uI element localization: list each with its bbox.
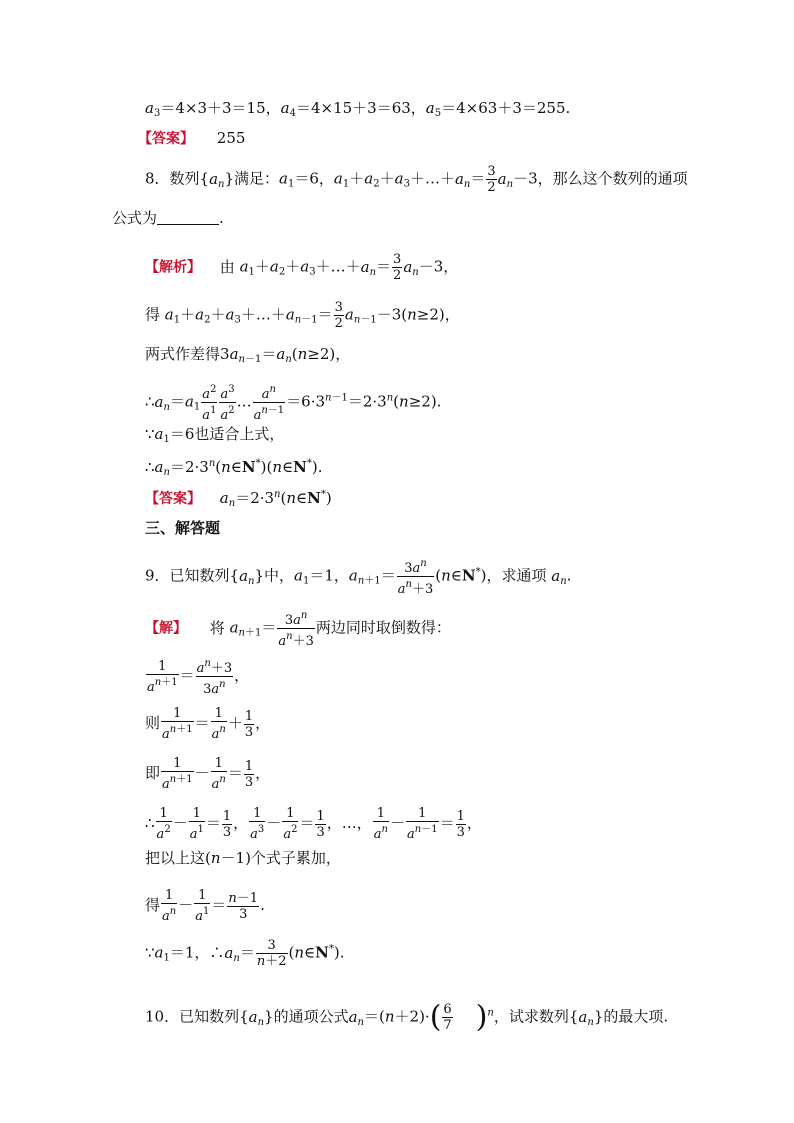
q10-stem-line: 10．已知数列$\{a_n\}$的通项公式$a_n=(n+2)\cdot$( $\frac{6}{7}$ )$^n$，试求数列$\{a_n\}$的最大项. [145,999,669,1035]
q9-namely: 即 [145,764,161,782]
fraction-1-3: $\frac{1}{3}$ [244,708,254,740]
fraction-1-3: $\frac{1}{3}$ [456,808,465,840]
q9-solution-line: 【解】 将 $a_{n+1}=$ $\frac{3a^n}{a^n+3}$ 两边同时取倒数得： [145,610,451,649]
q8-answer-blank [157,210,219,225]
fraction-n-1-3: $\frac{n-1}{3}$ [228,890,259,922]
fraction-1-an-1: $\frac{1}{a^{n-1}}$ [407,806,438,842]
q10-stem-a: 已知数列{ [179,1007,249,1026]
q8-step4-text: 也适合上式， [194,425,285,443]
q9-solution-tail: 两边同时取倒数得： [315,618,451,637]
answer-tag: 【答案】 [138,131,194,147]
q8-step4-line: $\because a_1=6$也适合上式， [145,425,285,445]
fraction-a2-a1: $\frac{a^2}{a^1}$ [202,384,217,423]
q9-get: 得 [145,896,161,914]
fraction-1-an: $\frac{1}{a^n}$ [211,706,226,742]
q8-stem-b: }满足： [224,169,280,188]
q8-stem-c: ，那么这个数列的通项 [537,169,688,188]
q10-number: 10． [145,1007,180,1026]
analysis-tag: 【解析】 [145,259,201,276]
q10-stem-c: ，试求数列{ [493,1007,579,1026]
q9-then: 则 [145,714,161,732]
q9-sum-line: 把以上这(n－1)个式子累加， [145,849,341,867]
q8-analysis-line: 【解析】 由 $a_1+a_2+a_3+\dots+a_n=$ $\frac{3}{2}$ $a_n-3$， [145,252,459,283]
q8-step3-line: $\therefore a_n=a_1$ $\frac{a^2}{a^1}$ $\frac{a^3}{a^2}$ … $\frac{a^n}{a^{n-1}}$ $=6\cdot 3^{n-1}=2\cdot 3^n(n\ge 2)$. [145,384,442,423]
fraction-1-an: $\frac{1}{a^n}$ [162,888,177,924]
section-title: 三、解答题 [145,519,221,537]
fraction-1-a1: $\frac{1}{a^1}$ [189,806,204,842]
q9-eq4-line: ∴ $\frac{1}{a^2}$ － $\frac{1}{a^1}$ ＝ $\frac{1}{3}$ ， $\frac{1}{a^3}$ － $\frac{1}{a^2}$ ＝ $\frac{1}{3}$ ，…， $\frac{1}{a^n}$ － $\frac{1}{a^{n-1}}$ ＝ $\frac{1}{3}$ ， [145,806,482,842]
prev-answer-line [138,128,245,149]
q9-eq3-line: 即 $\frac{1}{a^{n+1}}$ － $\frac{1}{a^n}$ ＝ $\frac{1}{3}$ ， [145,756,271,792]
q8-step1-lead: 得 [145,305,161,324]
fraction-a3-a2: $\frac{a^3}{a^2}$ [220,384,235,423]
fraction-1-an: $\frac{1}{a^n}$ [211,756,226,792]
q8-stem-e: . [219,209,224,227]
q8-stem-line: 8．数列$\{a_n\}$满足：$a_1=6$，$a_1+a_2+a_3+\dots+a_n=$ $\frac{3}{2}$ $a_n-3$，那么这个数列的通项 [145,164,688,195]
q9-stem-a: 已知数列{ [169,566,240,585]
q9-eq5-line: 得 $\frac{1}{a^n}$ － $\frac{1}{a^1}$ ＝ $\frac{n-1}{3}$ . [145,888,265,924]
q8-stem-a: 数列{ [169,169,210,188]
q8-stem-line-2 [112,208,224,228]
fraction-1-a2: $\frac{1}{a^2}$ [156,806,171,842]
q9-solution-lead: 将 [209,618,225,637]
fraction-3an-an3: $\frac{3a^n}{a^n+3}$ [278,610,314,649]
fraction-3an-an3: $\frac{3a^n}{a^n+3}$ [397,558,434,597]
fraction-3-n2: $\frac{3}{n+2}$ [256,938,287,969]
q9-sum-text-b: －1)个式子累加， [220,849,341,867]
q8-number: 8． [145,169,170,188]
fraction-3-2: $\frac{3}{2}$ [393,252,402,283]
q9-eq6-line: $\because a_1=1$，$\therefore a_n=$ $\frac{3}{n+2}$ (n∈N*). [145,938,345,969]
q8-answer-line: 【答案】 $a_n=2\cdot 3^n(n\in N^*)$ [145,489,332,509]
q9-number: 9． [145,566,170,585]
fraction-3-2: $\frac{3}{2}$ [487,164,496,195]
q9-stem-c: ，求通项 [486,566,547,585]
fraction-1-a1: $\frac{1}{a^1}$ [195,888,210,924]
q9-stem-line: 9．已知数列$\{a_n\}$中，$a_1=1$，$a_{n+1}=$ $\frac{3a^n}{a^n+3}$ (n∈N*)，求通项 $a_n$. [145,558,572,597]
fraction-1-an1: $\frac{1}{a^{n+1}}$ [147,658,178,695]
fraction-6-7: $\frac{6}{7}$ [443,1002,452,1033]
fraction-1-a2: $\frac{1}{a^2}$ [283,806,298,842]
fraction-1-an: $\frac{1}{a^n}$ [373,806,388,842]
fraction-1-a3: $\frac{1}{a^3}$ [250,806,265,842]
fraction-an3-3an: $\frac{a^n+3}{3a^n}$ [196,658,233,697]
prev-answer-value: 255 [216,129,246,147]
q9-eq1-line: $\frac{1}{a^{n+1}}$ ＝ $\frac{a^n+3}{3a^n}$ ， [147,658,250,697]
q9-stem-b: }中， [254,566,295,585]
q10-stem-b: }的通项公式 [264,1007,349,1026]
answer-tag: 【答案】 [145,491,201,507]
q9-sum-text: 把以上这( [145,849,211,867]
fraction-1-3: $\frac{1}{3}$ [316,808,325,840]
q10-stem-d: }的最大项. [593,1007,669,1026]
fraction-3-2: $\frac{3}{2}$ [334,300,343,331]
q8-stem-d: 公式为 [112,209,158,227]
fraction-an-an-1: $\frac{a^n}{a^{n-1}}$ [253,384,285,423]
solution-tag: 【解】 [145,620,187,637]
q8-step2-line: 两式作差得$3a_{n-1}=a_n(n\ge 2)$， [145,345,351,365]
q8-analysis-lead: 由 [219,257,235,276]
fraction-1-an1: $\frac{1}{a^{n+1}}$ [162,756,193,792]
fraction-1-3: $\frac{1}{3}$ [244,758,254,790]
q8-step2-text: 两式作差得 [145,345,221,363]
prev-calc-line: $a_3=4\times 3+3=15$，$a_4=4\times 15+3=63$，$a_5=4\times 63+3=255$. [145,99,571,119]
q8-step1-line: 得 $a_1+a_2+a_3+\dots+a_{n-1}=$ $\frac{3}{2}$ $a_{n-1}-3(n\ge 2)$， [145,300,460,331]
q8-step5-line: $\therefore a_n=2\cdot 3^n(n\in N^*)(n\in N^*)$. [145,458,323,478]
fraction-1-an1: $\frac{1}{a^{n+1}}$ [162,706,193,742]
q9-eq2-line: 则 $\frac{1}{a^{n+1}}$ ＝ $\frac{1}{a^n}$ ＋ $\frac{1}{3}$ ， [145,706,271,742]
fraction-1-3: $\frac{1}{3}$ [222,808,232,840]
